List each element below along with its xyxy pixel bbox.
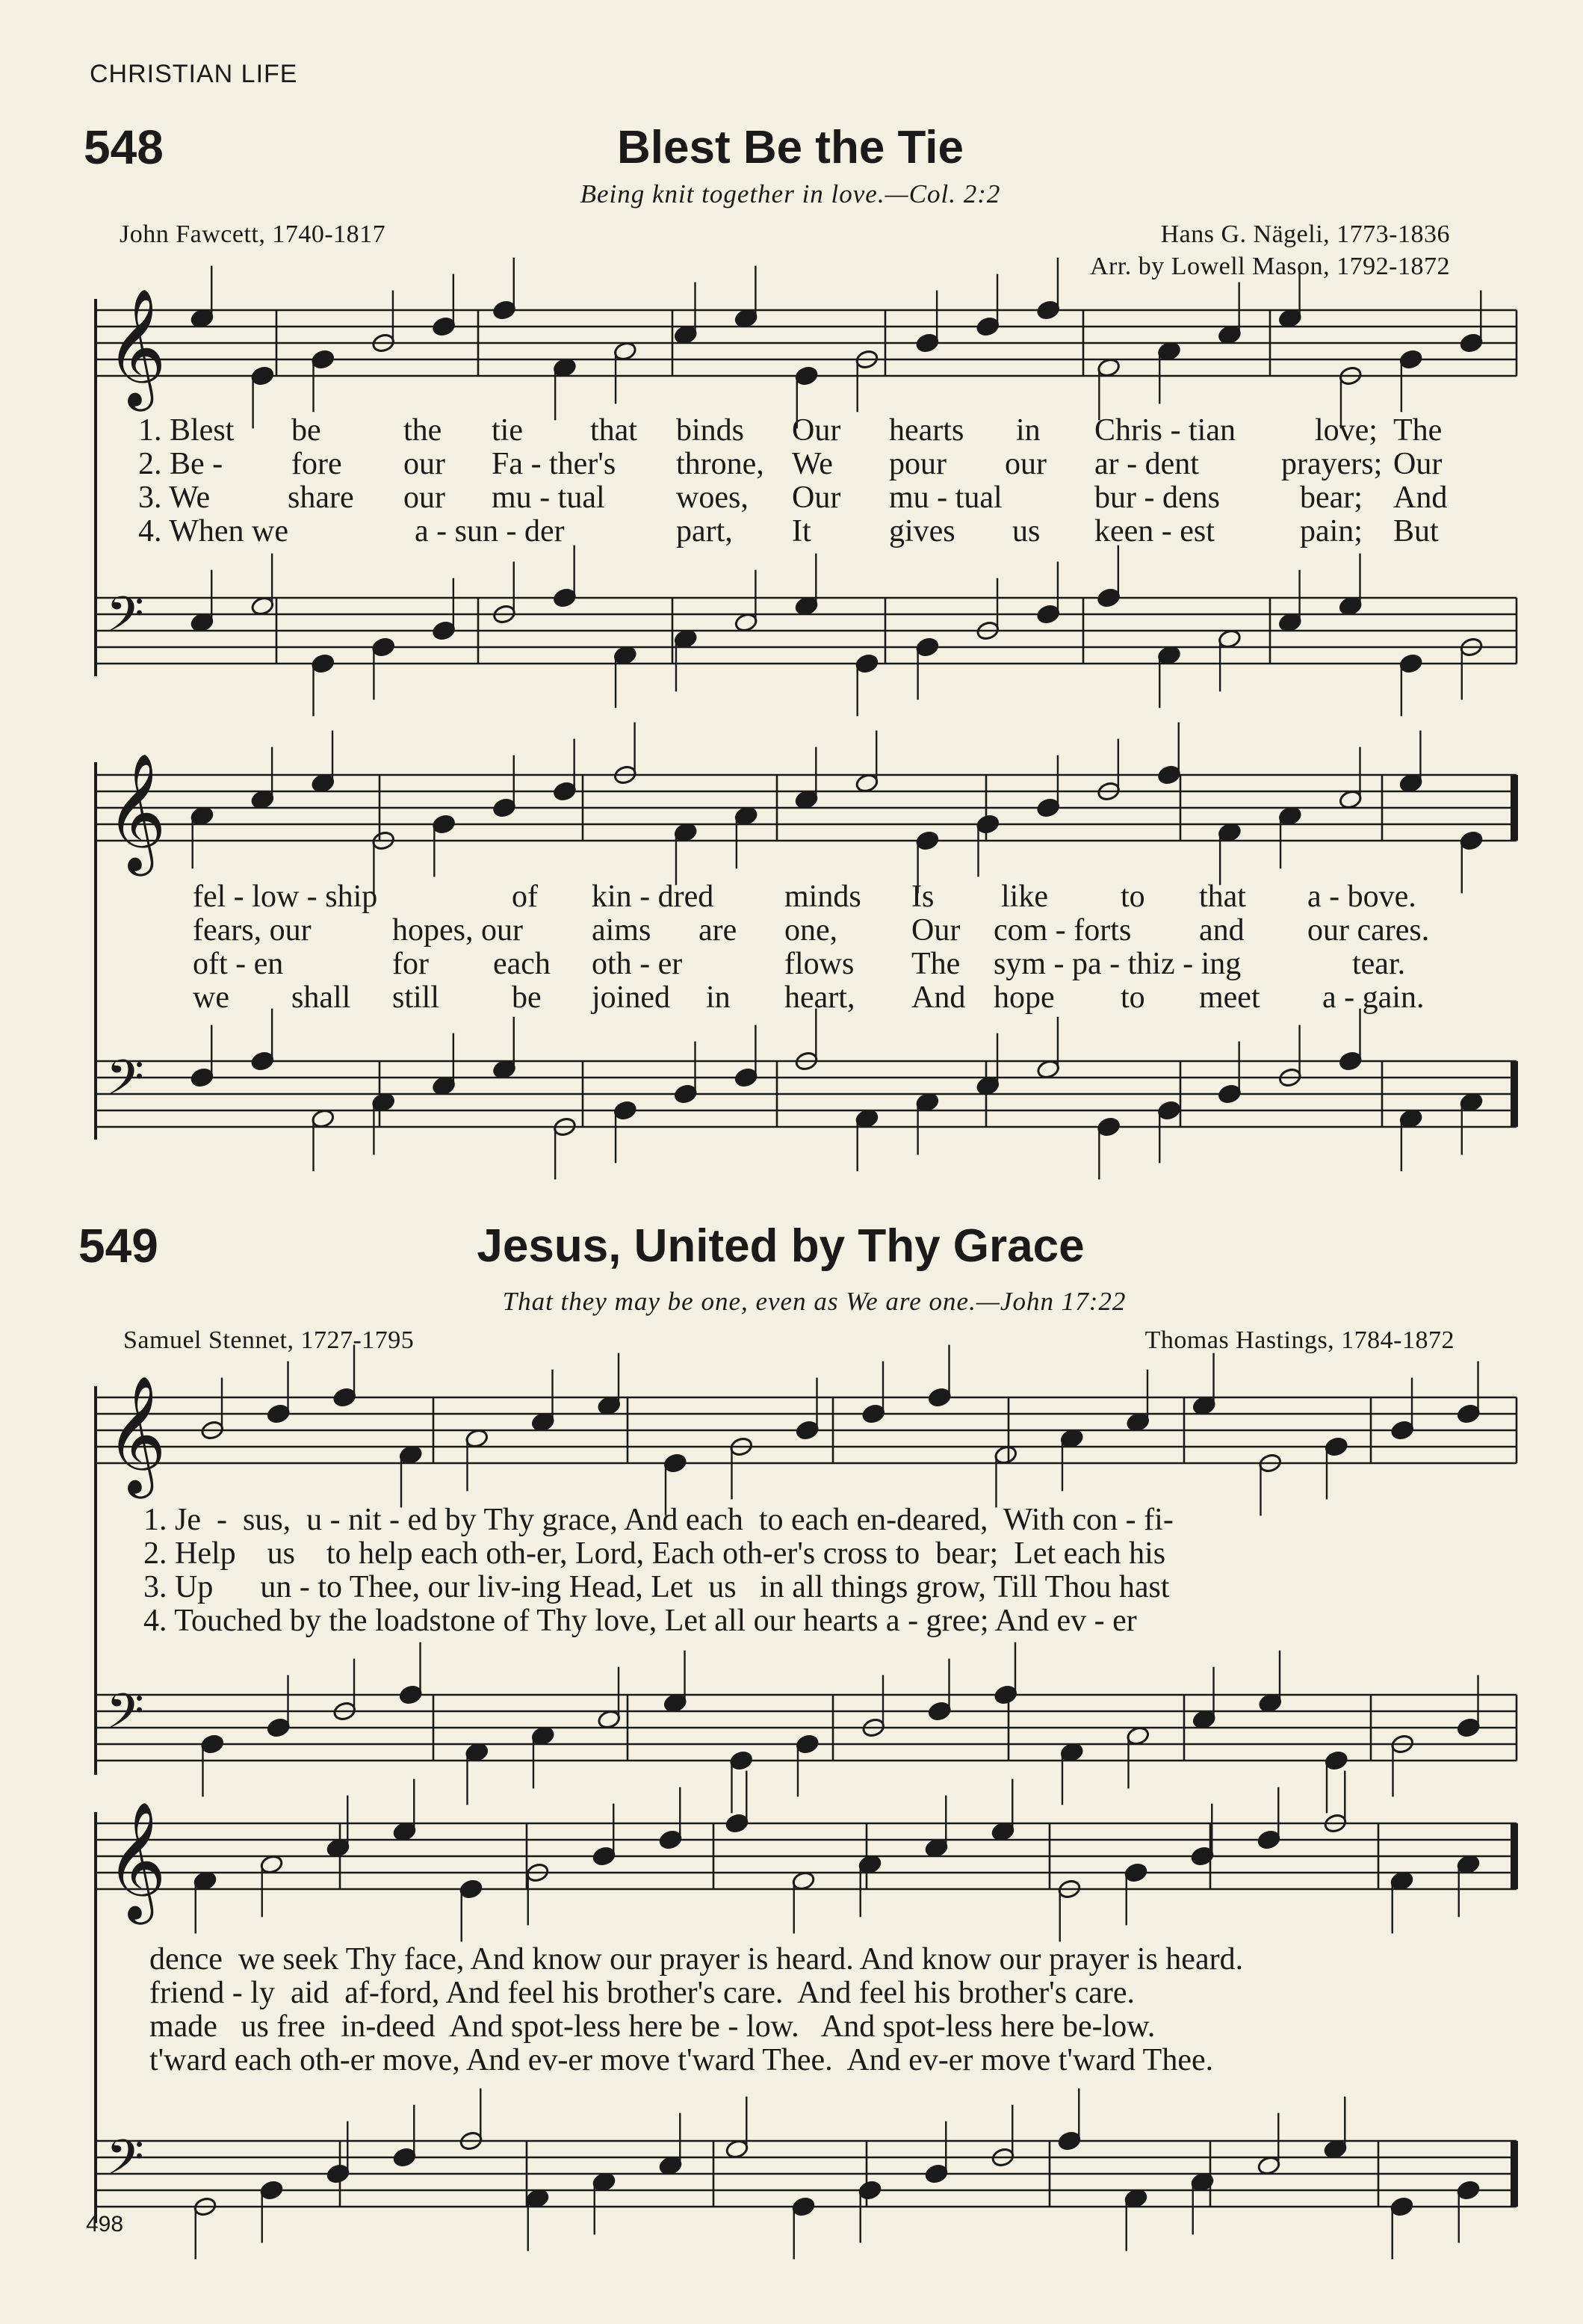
note-head (597, 1709, 621, 1730)
note-head (994, 1444, 1017, 1465)
note-head (492, 1059, 516, 1080)
note-head (432, 1075, 456, 1096)
verse-line: friend - ly aid af-ford, And feel his brother's care. And feel his brother's care. (149, 1976, 1135, 2010)
note-head (613, 645, 637, 666)
note-head (924, 2163, 948, 2184)
treble-clef-icon: 𝄞 (106, 1375, 167, 1494)
treble-clef-icon: 𝄞 (106, 288, 167, 407)
note-head (924, 1838, 948, 1858)
note-head (190, 612, 214, 633)
verse-line: 4. Touched by the loadstone of Thy love, Let all our hearts a - gree; And ev - er (143, 1604, 1137, 1638)
note-head (855, 1108, 879, 1129)
note-head (991, 1821, 1014, 1842)
verse-line: oft - en for each oth - er flows The sym - pa - thiz - ing tear. (193, 947, 1406, 981)
note-head (1457, 1403, 1481, 1424)
note-head (915, 830, 939, 851)
note-head (976, 814, 1000, 835)
note-head (994, 1684, 1017, 1705)
note-head (190, 1067, 214, 1088)
note-head (1258, 1693, 1282, 1713)
note-head (1323, 2139, 1347, 2160)
note-head (1157, 645, 1181, 666)
note-head (1257, 1829, 1280, 1850)
hymn-number: 548 (84, 120, 164, 174)
note-head (791, 2196, 815, 2217)
note-head (796, 1734, 820, 1755)
note-head (734, 1067, 758, 1088)
note-head (200, 1734, 224, 1755)
note-head (332, 1387, 356, 1408)
verse-line: made us free in-deed And spot-less here be - low. And spot-less here be-low. (149, 2009, 1156, 2044)
note-head (674, 628, 698, 649)
hymn-number: 549 (78, 1219, 158, 1273)
note-head (1036, 797, 1060, 818)
note-head (1390, 1870, 1413, 1891)
note-head (250, 596, 274, 616)
note-head (1278, 806, 1302, 826)
note-head (371, 1092, 395, 1113)
note-head (250, 365, 274, 386)
note-head (1036, 300, 1060, 321)
note-head (663, 1693, 687, 1713)
note-head (855, 773, 879, 794)
bass-clef-icon: 𝄢 (106, 2128, 144, 2198)
note-head (1124, 2188, 1147, 2209)
final-bar-line (1511, 1061, 1518, 1127)
note-head (796, 1420, 820, 1441)
verse-line: 1. Je - sus, u - nit - ed by Thy grace, And each to each en-deared, With con - fi- (143, 1503, 1174, 1537)
verse-line: 2. Help us to help each oth-er, Lord, Each oth-er's cross to bear; Let each his (143, 1536, 1166, 1571)
verse-line: fears, our hopes, our aims are one, Our com - forts and our cares. (193, 913, 1430, 948)
note-head (432, 316, 456, 337)
note-head (1218, 324, 1242, 345)
note-head (855, 653, 879, 674)
note-head (459, 1879, 483, 1900)
note-head (597, 1395, 621, 1416)
note-head (858, 1854, 882, 1875)
note-head (1398, 653, 1422, 674)
note-head (311, 349, 335, 370)
note-head (1157, 1100, 1181, 1121)
note-head (592, 1846, 616, 1867)
note-head (592, 2172, 616, 2192)
note-head (1097, 1116, 1121, 1137)
note-head (492, 300, 516, 321)
note-head (1398, 349, 1422, 370)
note-head (553, 587, 577, 608)
note-head (976, 316, 1000, 337)
note-head (928, 1701, 952, 1722)
note-head (791, 1870, 815, 1891)
note-head (674, 324, 698, 345)
music-credit: Hans G. Nägeli, 1773-1836 (1160, 220, 1450, 248)
note-head (1390, 2196, 1413, 2217)
note-head (794, 596, 818, 616)
note-head (399, 1684, 423, 1705)
note-head (658, 1829, 682, 1850)
treble-clef-icon: 𝄞 (106, 1801, 167, 1920)
note-head (1339, 1051, 1363, 1072)
note-head (250, 1051, 274, 1072)
note-head (250, 789, 274, 810)
hymn-title: Jesus, United by Thy Grace (477, 1220, 1085, 1272)
note-head (267, 1403, 291, 1424)
note-head (976, 1075, 1000, 1096)
final-bar-line (1511, 2141, 1518, 2207)
note-head (1060, 1428, 1084, 1449)
note-head (311, 773, 335, 794)
note-head (392, 2147, 416, 2168)
note-head (326, 1838, 350, 1858)
note-head (1157, 341, 1181, 362)
verse-line: 2. Be - fore our Fa - ther's throne, We pour our ar - dent prayers; Our (138, 447, 1443, 481)
note-head (326, 2163, 350, 2184)
note-head (311, 653, 335, 674)
note-head (1459, 830, 1483, 851)
note-head (465, 1742, 489, 1763)
bass-clef-icon: 𝄢 (106, 1048, 144, 1119)
verse-line: 3. Up un - to Thee, our liv-ing Head, Let us in all things grow, Till Thou hast (143, 1570, 1170, 1604)
bass-clef-icon: 𝄢 (106, 1682, 144, 1752)
note-head (259, 2180, 283, 2201)
bass-clef-icon: 𝄢 (106, 585, 144, 655)
page-number: 498 (86, 2212, 124, 2237)
note-head (1278, 612, 1302, 633)
treble-clef-icon: 𝄞 (106, 752, 167, 871)
note-head (1456, 1854, 1480, 1875)
note-head (1398, 773, 1422, 794)
note-head (915, 333, 939, 353)
note-head (553, 357, 577, 378)
note-head (794, 365, 818, 386)
note-head (1339, 789, 1363, 810)
note-head (1057, 2130, 1081, 2151)
note-head (525, 2188, 549, 2209)
note-head (915, 637, 939, 658)
note-head (1457, 1717, 1481, 1738)
verse-line: 4. When we a - sun - der part, It gives us keen - est pain; But (138, 514, 1439, 548)
note-head (1036, 604, 1060, 625)
note-head (1126, 1725, 1150, 1746)
note-head (190, 308, 214, 329)
note-head (613, 1100, 637, 1121)
note-head (531, 1725, 555, 1746)
final-bar-line (1511, 1823, 1518, 1889)
note-head (1325, 1750, 1348, 1771)
note-head (1398, 1108, 1422, 1129)
verse-line: 1. Blest be the tie that binds Our hearts in Chris - tian love; The (138, 413, 1443, 448)
note-head (794, 789, 818, 810)
hymn-title: Blest Be the Tie (616, 122, 964, 173)
note-head (371, 637, 395, 658)
note-head (613, 341, 637, 362)
note-head (734, 612, 758, 633)
verse-line: 3. We share our mu - tual woes, Our mu - tual bur - dens bear; And (138, 480, 1448, 515)
note-head (1036, 1059, 1060, 1080)
note-head (1126, 1412, 1150, 1433)
note-head (267, 1717, 291, 1738)
note-head (1097, 587, 1121, 608)
note-head (658, 2155, 682, 2176)
music-credit: Thomas Hastings, 1784-1872 (1144, 1326, 1455, 1354)
note-head (1325, 1436, 1348, 1457)
note-head (1218, 1084, 1242, 1104)
note-head (861, 1403, 885, 1424)
note-head (1060, 1742, 1084, 1763)
note-head (1257, 2155, 1280, 2176)
note-head (1459, 333, 1483, 353)
note-head (1218, 822, 1242, 843)
note-head (928, 1387, 952, 1408)
note-head (1218, 628, 1242, 649)
note-head (432, 620, 456, 641)
note-head (492, 797, 516, 818)
note-head (1192, 1395, 1216, 1416)
note-head (193, 1870, 217, 1891)
note-head (190, 806, 214, 826)
note-head (858, 2180, 882, 2201)
note-head (399, 1444, 423, 1465)
note-head (663, 1453, 687, 1474)
note-head (1390, 1420, 1414, 1441)
note-head (1124, 1862, 1147, 1883)
verse-line: dence we seek Thy face, And know our prayer is heard. And know our prayer is heard. (149, 1942, 1244, 1977)
note-head (1339, 596, 1363, 616)
words-credit: John Fawcett, 1740-1817 (120, 220, 386, 248)
note-head (1459, 1092, 1483, 1113)
note-head (465, 1428, 489, 1449)
note-head (674, 822, 698, 843)
note-head (915, 1092, 939, 1113)
note-head (734, 806, 758, 826)
note-head (311, 1108, 335, 1129)
note-head (259, 1854, 283, 1875)
verse-line: t'ward each oth-er move, And ev-er move t'ward Thee. And ev-er move t'ward Thee. (149, 2043, 1214, 2077)
section-header: CHRISTIAN LIFE (90, 60, 298, 88)
verse-line: we shall still be joined in heart, And hope to meet a - gain. (193, 980, 1425, 1015)
final-bar-line (1511, 775, 1518, 841)
note-head (531, 1412, 555, 1433)
note-head (553, 781, 577, 802)
note-head (734, 308, 758, 329)
verse-line: fel - low - ship of kin - dred minds Is like to that a - bove. (193, 880, 1416, 914)
note-head (729, 1750, 753, 1771)
note-head (1192, 1709, 1216, 1730)
note-head (1157, 764, 1181, 785)
note-head (725, 2139, 749, 2160)
hymn-epigraph: That they may be one, even as We are one.—John 17:22 (502, 1287, 1127, 1316)
note-head (1278, 308, 1302, 329)
note-head (392, 1821, 416, 1842)
note-head (725, 1813, 749, 1834)
words-credit: Samuel Stennet, 1727-1795 (123, 1326, 415, 1354)
note-head (1097, 357, 1121, 378)
arranger-credit: Arr. by Lowell Mason, 1792-1872 (1089, 253, 1450, 280)
hymn-epigraph: Being knit together in love.—Col. 2:2 (580, 179, 1001, 208)
note-head (432, 814, 456, 835)
note-head (674, 1084, 698, 1104)
note-head (1456, 2180, 1480, 2201)
